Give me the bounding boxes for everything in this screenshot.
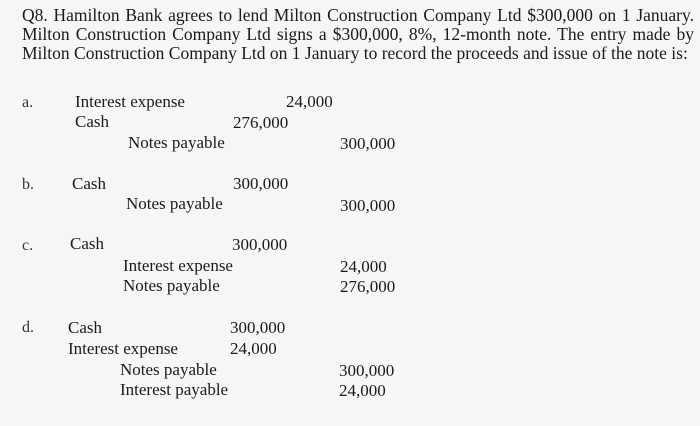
- question-text: Q8. Hamilton Bank agrees to lend Milton Construction Company Ltd $300,000 on 1 January. Milton Construction Company Ltd signs a $300,000, 8%, 12-month note. The entry made by Milton Construction Company Ltd on 1 January to record the proceeds and issue of the note is:: [22, 5, 694, 63]
- option-letter-d: d.: [22, 319, 34, 336]
- credit-amount: 300,000: [339, 361, 395, 380]
- debit-account: Cash: [70, 234, 104, 253]
- debit-amount: 276,000: [233, 113, 289, 132]
- debit-account: Cash: [72, 174, 106, 193]
- debit-amount: 300,000: [232, 235, 288, 254]
- credit-amount: 276,000: [340, 277, 396, 296]
- credit-amount: 300,000: [340, 134, 396, 153]
- debit-amount: 24,000: [230, 339, 277, 358]
- debit-account: Interest expense: [75, 92, 185, 111]
- debit-account: Cash: [68, 318, 102, 337]
- debit-amount: 300,000: [230, 318, 286, 337]
- option-letter-c: c.: [22, 237, 34, 254]
- credit-account: Interest expense: [123, 256, 233, 275]
- option-letter-b: b.: [22, 176, 34, 193]
- credit-amount: 24,000: [340, 257, 387, 276]
- debit-amount: 300,000: [233, 174, 289, 193]
- credit-amount: 300,000: [340, 196, 396, 215]
- credit-account: Notes payable: [128, 133, 225, 152]
- credit-account: Notes payable: [123, 276, 220, 295]
- credit-account: Notes payable: [120, 360, 217, 379]
- debit-amount: 24,000: [286, 92, 333, 111]
- credit-account: Interest payable: [120, 380, 229, 399]
- credit-amount: 24,000: [339, 381, 386, 400]
- credit-account: Notes payable: [126, 194, 223, 213]
- debit-account: Interest expense: [68, 339, 178, 358]
- option-letter-a: a.: [22, 94, 34, 111]
- debit-account: Cash: [75, 112, 109, 131]
